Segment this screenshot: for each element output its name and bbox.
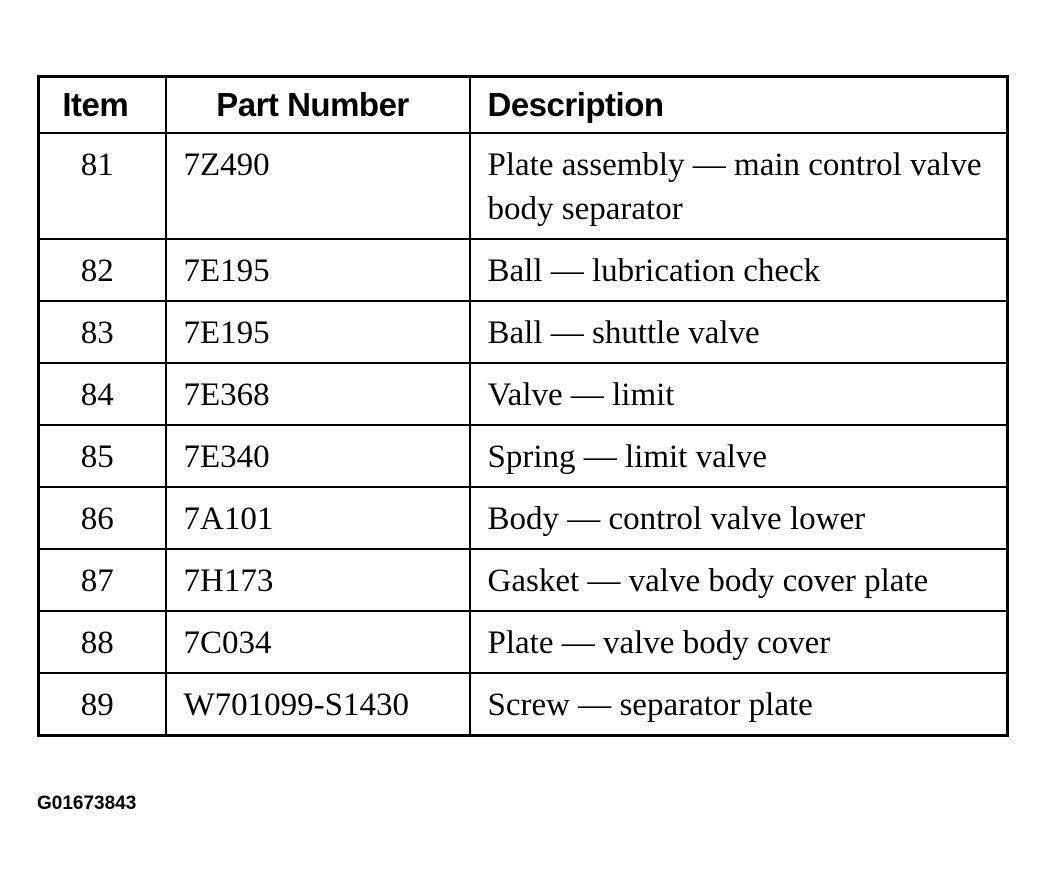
header-description: Description [470,77,1008,134]
part-number: 7E195 [166,301,470,363]
item-number: 88 [39,611,166,673]
item-number: 82 [39,239,166,301]
parts-table [37,75,1009,737]
table-row [39,487,1008,549]
part-number: 7C034 [166,611,470,673]
part-number: W701099-S1430 [166,673,470,736]
table-row [39,673,1008,736]
description: Gasket — valve body cover plate [470,549,1008,611]
table-row [39,611,1008,673]
item-number: 89 [39,673,166,736]
description: Spring — limit valve [470,425,1008,487]
part-number: 7A101 [166,487,470,549]
header-row [39,77,1008,134]
description: Valve — limit [470,363,1008,425]
part-number: 7E340 [166,425,470,487]
item-number: 87 [39,549,166,611]
description: Plate — valve body cover [470,611,1008,673]
item-number: 81 [39,133,166,239]
description: Ball — lubrication check [470,239,1008,301]
description: Plate assembly — main control valve body separator [470,133,1008,239]
table-row [39,133,1008,239]
part-number: 7E195 [166,239,470,301]
table-row [39,239,1008,301]
table-row [39,301,1008,363]
part-number: 7H173 [166,549,470,611]
figure-id-label: G01673843 [37,793,137,814]
description: Screw — separator plate [470,673,1008,736]
table-row [39,425,1008,487]
header-item: Item [39,77,166,134]
item-number: 86 [39,487,166,549]
item-number: 83 [39,301,166,363]
part-number: 7E368 [166,363,470,425]
description: Ball — shuttle valve [470,301,1008,363]
table-row [39,363,1008,425]
table-row [39,549,1008,611]
item-number: 85 [39,425,166,487]
description: Body — control valve lower [470,487,1008,549]
part-number: 7Z490 [166,133,470,239]
item-number: 84 [39,363,166,425]
header-part-number: Part Number [166,77,470,134]
